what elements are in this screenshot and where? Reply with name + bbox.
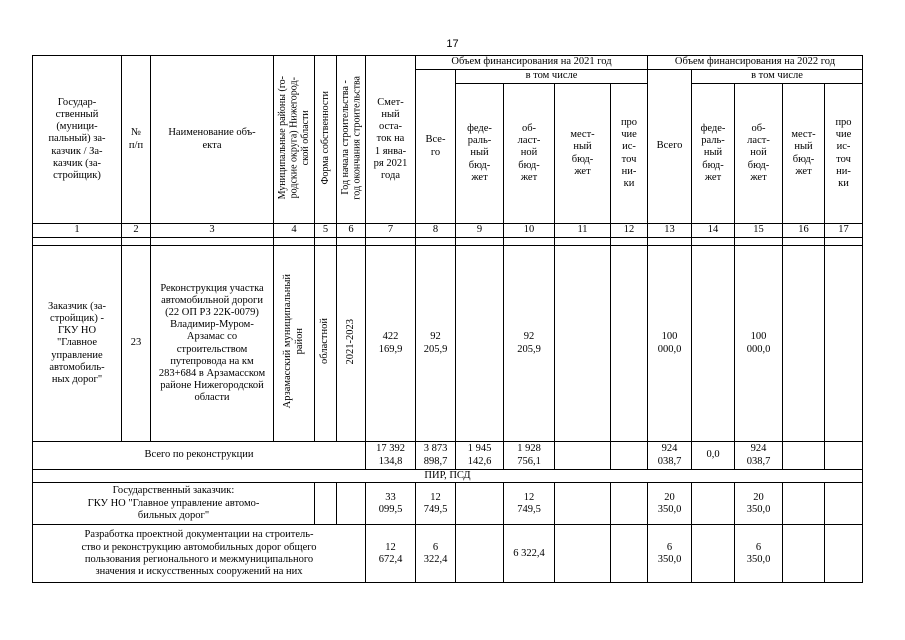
row23-federal-2021 bbox=[456, 246, 504, 442]
total-recon-federal-2021: 1 945 142,6 bbox=[456, 442, 504, 470]
header-regional-2022: об- ласт- ной бюд- жет bbox=[735, 84, 783, 224]
col-number: 17 bbox=[825, 224, 863, 238]
total-recon-regional-2022: 924 038,7 bbox=[735, 442, 783, 470]
header-object-name: Наименование объ- екта bbox=[151, 56, 274, 224]
header-ownership bbox=[315, 56, 337, 224]
total-recon-total-2022: 924 038,7 bbox=[648, 442, 692, 470]
header-total-2022: Всего bbox=[648, 70, 692, 224]
col-number: 2 bbox=[122, 224, 151, 238]
design-docs-local-2021 bbox=[555, 525, 611, 583]
state-customer-federal-2021 bbox=[456, 483, 504, 525]
spacer-row bbox=[33, 238, 863, 246]
row23-total-2022: 100 000,0 bbox=[648, 246, 692, 442]
state-customer-ownership bbox=[315, 483, 337, 525]
col-number: 12 bbox=[611, 224, 648, 238]
design-docs-total-2022: 6 350,0 bbox=[648, 525, 692, 583]
header-other-2021: про чие ис- точ ни- ки bbox=[611, 84, 648, 224]
col-number: 5 bbox=[315, 224, 337, 238]
design-docs-balance: 12 672,4 bbox=[366, 525, 416, 583]
total-recon-total-2021: 3 873 898,7 bbox=[416, 442, 456, 470]
row23-district bbox=[274, 246, 315, 442]
financing-table bbox=[32, 55, 863, 583]
header-district bbox=[274, 56, 315, 224]
table-row bbox=[33, 483, 863, 525]
total-recon-other-2021 bbox=[611, 442, 648, 470]
state-customer-local-2021 bbox=[555, 483, 611, 525]
table-row bbox=[33, 442, 863, 470]
row23-customer: Заказчик (за- стройщик) - ГКУ НО "Главное управление автомобиль- ных дорог" bbox=[33, 246, 122, 442]
header-balance: Смет- ный оста- ток на 1 янва- ря 2021 года bbox=[366, 56, 416, 224]
total-recon-federal-2022: 0,0 bbox=[692, 442, 735, 470]
design-docs-other-2021 bbox=[611, 525, 648, 583]
row23-num: 23 bbox=[122, 246, 151, 442]
state-customer-total-2021: 12 749,5 bbox=[416, 483, 456, 525]
total-recon-other-2022 bbox=[825, 442, 863, 470]
header-customer: Государ- ственный (муници- пальный) за- казчик / За- казчик (за- стройщик) bbox=[33, 56, 122, 224]
col-number: 4 bbox=[274, 224, 315, 238]
state-customer-other-2022 bbox=[825, 483, 863, 525]
row23-federal-2022 bbox=[692, 246, 735, 442]
total-recon-balance: 17 392 134,8 bbox=[366, 442, 416, 470]
design-docs-local-2022 bbox=[783, 525, 825, 583]
row23-total-2021: 92 205,9 bbox=[416, 246, 456, 442]
row23-local-2021 bbox=[555, 246, 611, 442]
row23-other-2021 bbox=[611, 246, 648, 442]
header-including-2022: в том числе bbox=[692, 70, 863, 84]
header-total-2021: Все- го bbox=[416, 70, 456, 224]
row23-ownership-text: областной bbox=[319, 318, 331, 365]
row23-ownership bbox=[315, 246, 337, 442]
state-customer-label: Государственный заказчик: ГКУ НО "Главное управление автомо- бильных дорог" bbox=[33, 483, 315, 525]
header-years-text: Год начала строительства - год окончания строительства bbox=[339, 75, 362, 200]
header-local-2022: мест- ный бюд- жет bbox=[783, 84, 825, 224]
col-number: 16 bbox=[783, 224, 825, 238]
table-row bbox=[33, 246, 863, 442]
state-customer-years bbox=[337, 483, 366, 525]
design-docs-regional-2021: 6 322,4 bbox=[504, 525, 555, 583]
design-docs-other-2022 bbox=[825, 525, 863, 583]
header-including-2021: в том числе bbox=[456, 70, 648, 84]
col-number: 1 bbox=[33, 224, 122, 238]
state-customer-balance: 33 099,5 bbox=[366, 483, 416, 525]
header-local-2021: мест- ный бюд- жет bbox=[555, 84, 611, 224]
state-customer-other-2021 bbox=[611, 483, 648, 525]
section-pir-title: ПИР, ПСД bbox=[33, 470, 863, 483]
section-row bbox=[33, 470, 863, 483]
table-row bbox=[33, 525, 863, 583]
design-docs-total-2021: 6 322,4 bbox=[416, 525, 456, 583]
col-number: 6 bbox=[337, 224, 366, 238]
header-ownership-text: Форма собственности bbox=[319, 90, 331, 185]
col-number: 9 bbox=[456, 224, 504, 238]
col-number: 8 bbox=[416, 224, 456, 238]
row23-years-text: 2021-2023 bbox=[344, 318, 356, 365]
design-docs-regional-2022: 6 350,0 bbox=[735, 525, 783, 583]
row23-object-name: Реконструкция участка автомобильной дороги (22 ОП РЗ 22К-0079) Владимир-Муром-Арзамас со строительством путепровода на км 283+684 в Арзамасском районе Нижегородской области bbox=[151, 246, 274, 442]
col-number: 7 bbox=[366, 224, 416, 238]
col-number: 10 bbox=[504, 224, 555, 238]
row23-district-text: Арзамасский муниципальный район bbox=[281, 274, 305, 409]
total-recon-regional-2021: 1 928 756,1 bbox=[504, 442, 555, 470]
col-number: 3 bbox=[151, 224, 274, 238]
col-number: 11 bbox=[555, 224, 611, 238]
header-years bbox=[337, 56, 366, 224]
design-docs-federal-2021 bbox=[456, 525, 504, 583]
row23-regional-2021: 92 205,9 bbox=[504, 246, 555, 442]
col-number: 15 bbox=[735, 224, 783, 238]
header-regional-2021: об- ласт- ной бюд- жет bbox=[504, 84, 555, 224]
header-federal-2022: феде- раль- ный бюд- жет bbox=[692, 84, 735, 224]
page-number: 17 bbox=[446, 38, 459, 50]
state-customer-regional-2021: 12 749,5 bbox=[504, 483, 555, 525]
header-other-2022: про чие ис- точ ни- ки bbox=[825, 84, 863, 224]
row23-balance: 422 169,9 bbox=[366, 246, 416, 442]
total-recon-label: Всего по реконструкции bbox=[33, 442, 366, 470]
header-fin-2021: Объем финансирования на 2021 год bbox=[416, 56, 648, 70]
state-customer-regional-2022: 20 350,0 bbox=[735, 483, 783, 525]
header-fin-2022: Объем финансирования на 2022 год bbox=[648, 56, 863, 70]
state-customer-federal-2022 bbox=[692, 483, 735, 525]
row23-years bbox=[337, 246, 366, 442]
row23-regional-2022: 100 000,0 bbox=[735, 246, 783, 442]
row23-local-2022 bbox=[783, 246, 825, 442]
total-recon-local-2021 bbox=[555, 442, 611, 470]
state-customer-total-2022: 20 350,0 bbox=[648, 483, 692, 525]
design-docs-federal-2022 bbox=[692, 525, 735, 583]
state-customer-local-2022 bbox=[783, 483, 825, 525]
row23-other-2022 bbox=[825, 246, 863, 442]
column-numbers-row bbox=[33, 224, 863, 238]
col-number: 14 bbox=[692, 224, 735, 238]
header-num: № п/п bbox=[122, 56, 151, 224]
col-number: 13 bbox=[648, 224, 692, 238]
design-docs-label: Разработка проектной документации на строитель- ство и реконструкцию автомобильных дорог общего пользования регионального и межмуниципального значения и искусственных сооружений на них bbox=[33, 525, 366, 583]
header-district-text: Муниципальные районы (го- родские округа) Нижегород- ской области bbox=[276, 75, 311, 200]
total-recon-local-2022 bbox=[783, 442, 825, 470]
header-federal-2021: феде- раль- ный бюд- жет bbox=[456, 84, 504, 224]
